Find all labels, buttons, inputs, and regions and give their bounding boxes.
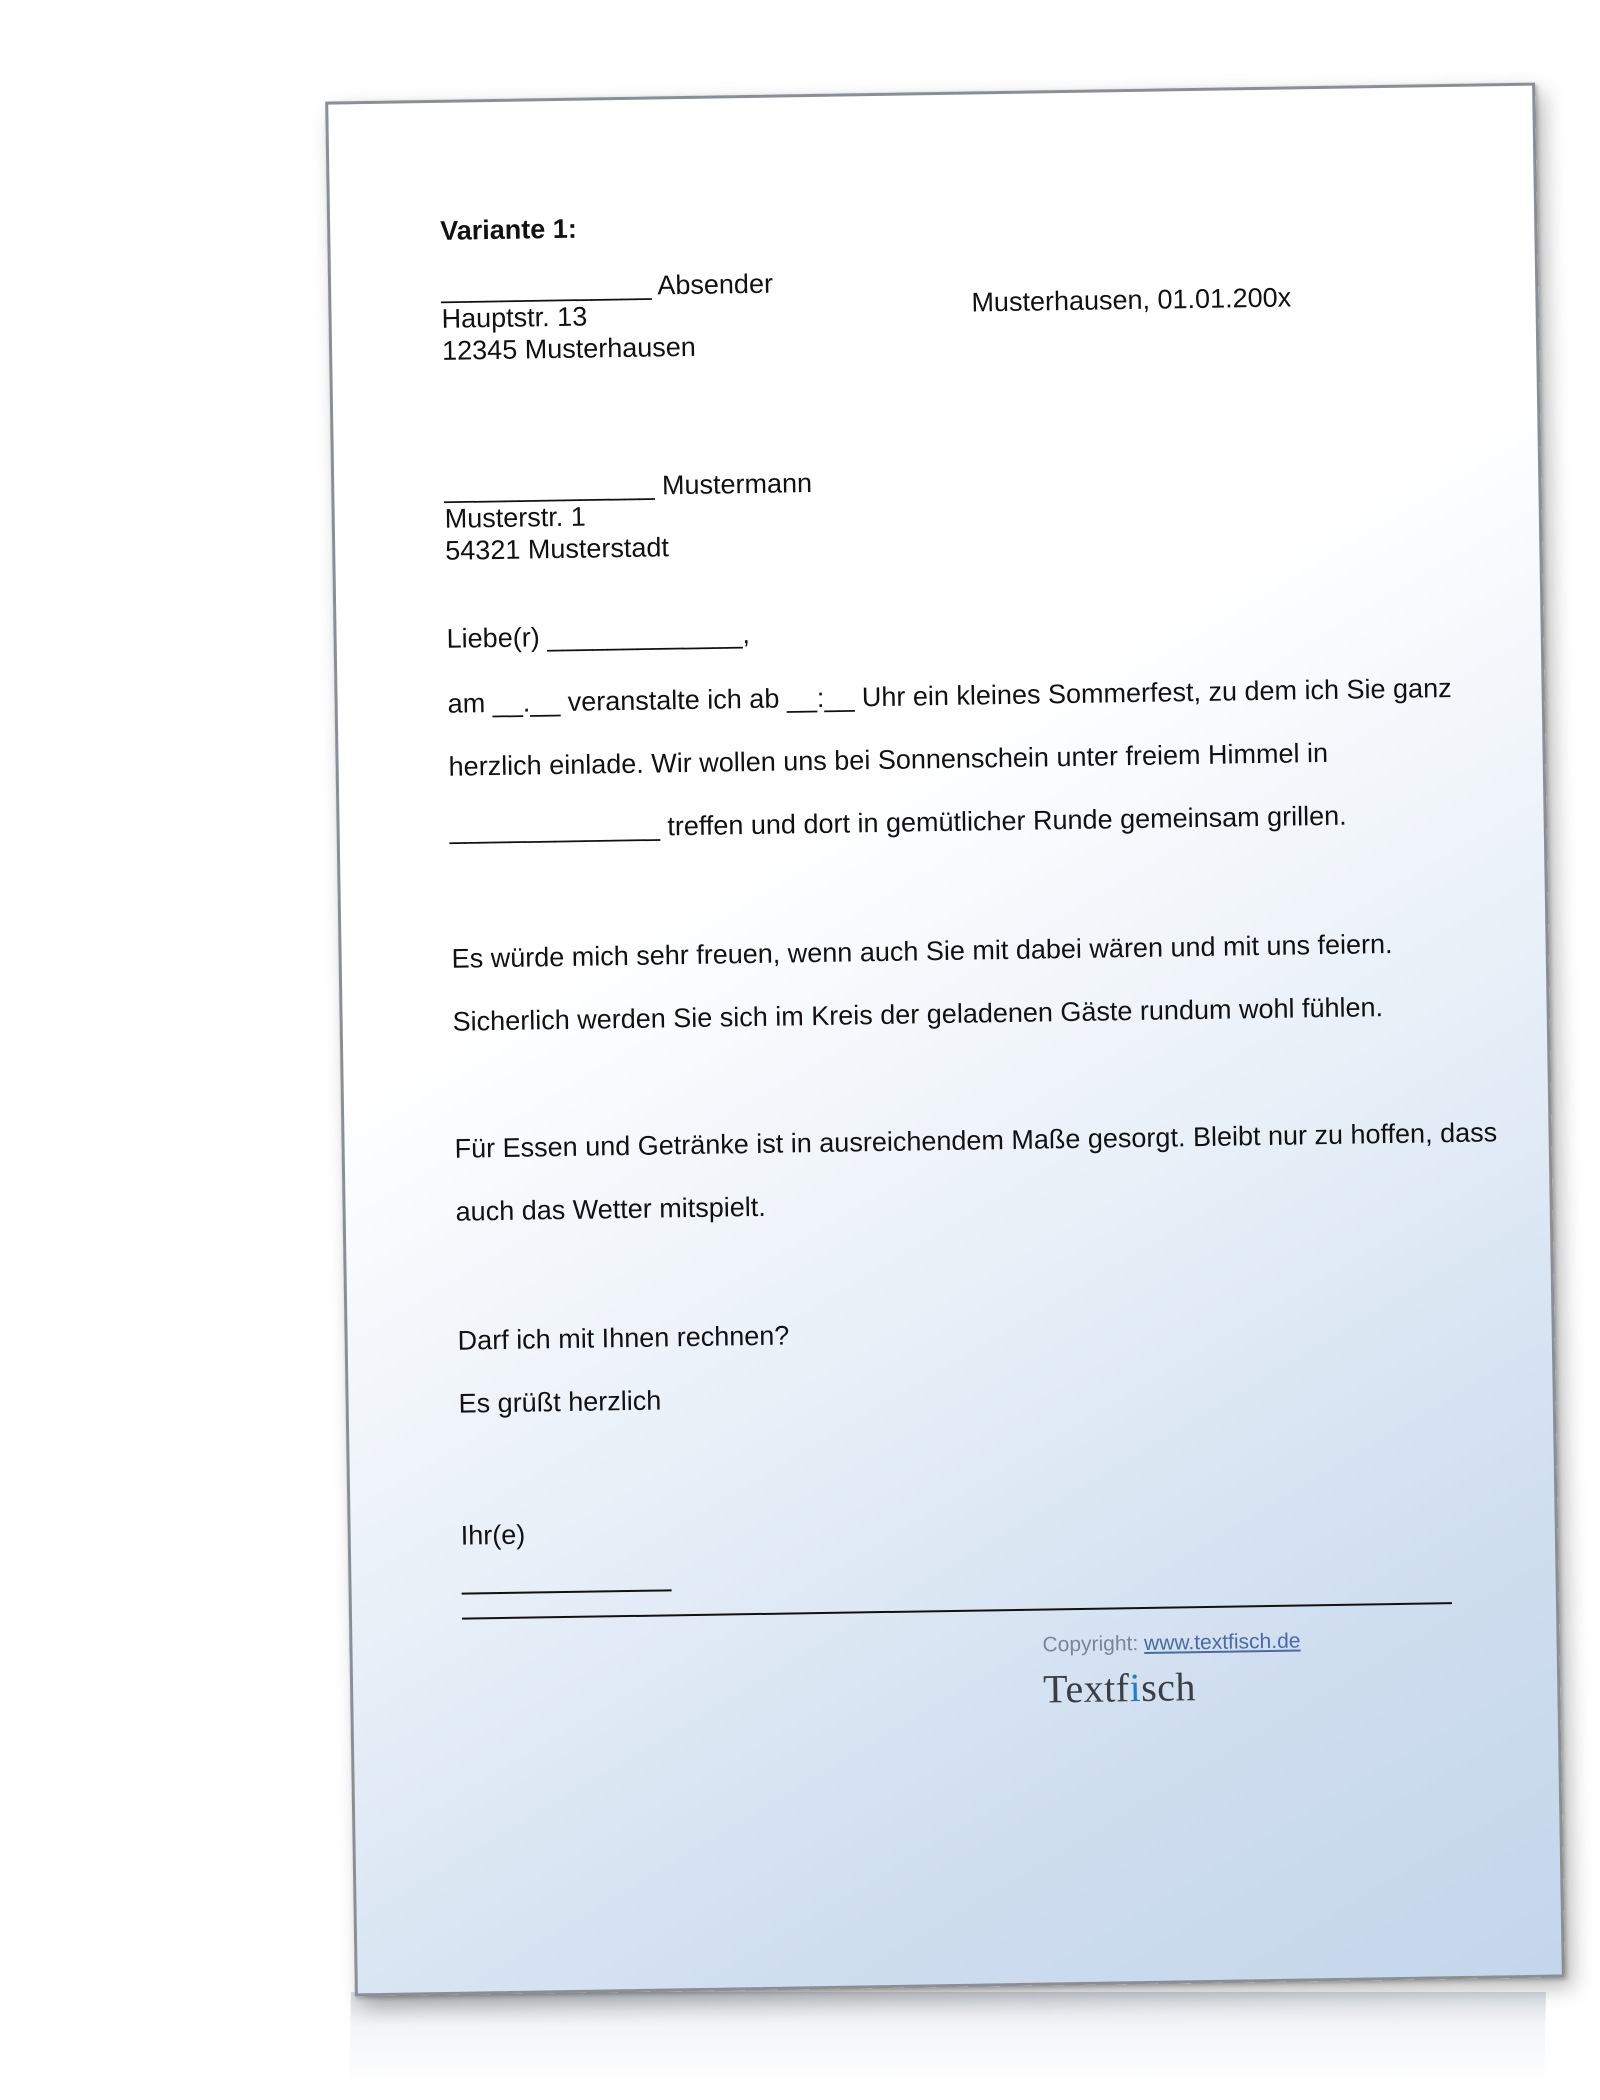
recipient-name-line [444, 467, 812, 505]
signoff: Ihr(e) [460, 1519, 526, 1551]
sender-street: Hauptstr. 13 [441, 301, 588, 334]
paragraph2-line2: Sicherlich werden Sie sich im Kreis der geladenen Gäste rundum wohl fühlen. [452, 992, 1384, 1037]
sender-name-line [441, 268, 773, 305]
recipient-street: Musterstr. 1 [444, 501, 587, 534]
salutation-comma: , [742, 619, 751, 650]
copyright-notice [1042, 1629, 1300, 1657]
recipient-name: Mustermann [661, 468, 813, 501]
closing-greeting: Es grüßt herzlich [458, 1385, 662, 1419]
place-date: Musterhausen, 01.01.200x [971, 282, 1292, 318]
sender-city: 12345 Musterhausen [441, 331, 697, 366]
salutation-blank: _____________ [546, 619, 743, 653]
paragraph3-line2: auch das Wetter mitspielt. [455, 1191, 766, 1227]
copyright-link[interactable]: www.textfisch.de [1143, 1629, 1301, 1655]
paragraph1-line3: ______________ treffen und dort in gemütlicher Runde gemeinsam grillen. [449, 800, 1347, 845]
logo-text-end: sch [1140, 1664, 1197, 1710]
footer-divider [462, 1602, 1452, 1620]
signature-line [462, 1589, 672, 1594]
sender-name-blank: ______________ [440, 270, 652, 304]
copyright-label: Copyright: [1042, 1632, 1139, 1657]
recipient-name-blank: ______________ [444, 470, 655, 504]
paragraph3-line1: Für Essen und Getränke ist in ausreichendem Maße gesorgt. Bleibt nur zu hoffen, dass [454, 1117, 1498, 1164]
logo-text-start: Textf [1042, 1665, 1130, 1712]
letter-page [325, 83, 1565, 1997]
paragraph1-line2: herzlich einlade. Wir wollen uns bei Sonnenschein unter freiem Himmel in [448, 737, 1329, 782]
sender-name: Absender [657, 268, 774, 301]
logo-fish-icon: i [1129, 1665, 1142, 1711]
salutation-prefix: Liebe(r) [446, 622, 540, 654]
variant-heading: Variante 1: [440, 213, 578, 246]
recipient-city: 54321 Musterstadt [445, 532, 670, 566]
textfisch-logo [1043, 1663, 1197, 1712]
paragraph2-line1: Es würde mich sehr freuen, wenn auch Sie mit dabei wären und mit uns feiern. [451, 928, 1393, 974]
salutation [446, 618, 750, 655]
page-reflection [349, 1992, 1546, 2092]
closing-question: Darf ich mit Ihnen rechnen? [457, 1320, 790, 1356]
paragraph1-line1: am __.__ veranstalte ich ab __:__ Uhr ein kleines Sommerfest, zu dem ich Sie ganz [447, 673, 1452, 719]
